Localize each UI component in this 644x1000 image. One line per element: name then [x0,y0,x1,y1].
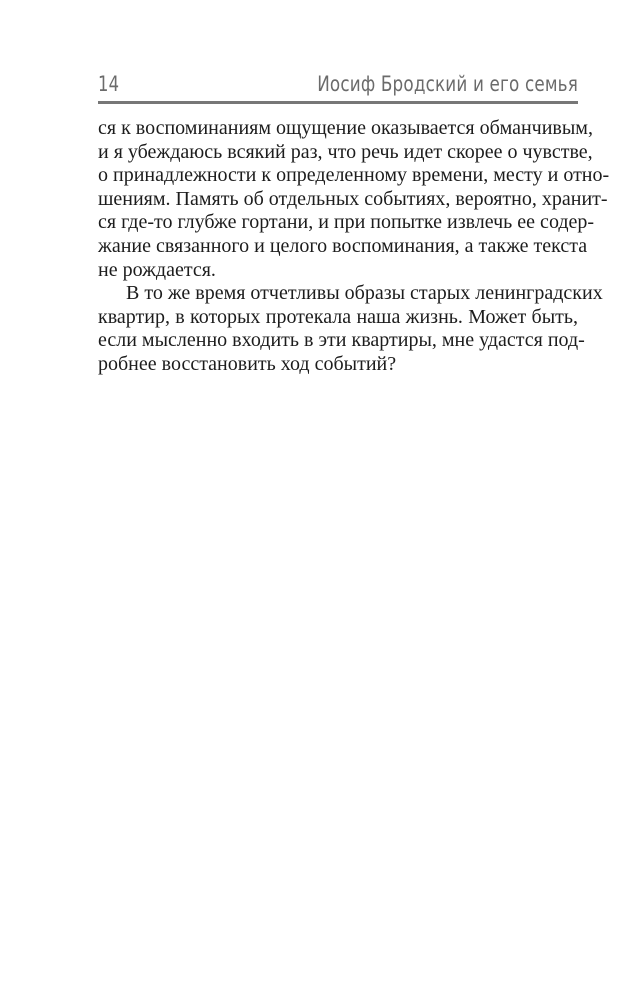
page-number: 14 [98,72,120,96]
text-line: робнее восстановить ход событий? [98,352,397,375]
running-head [98,66,578,96]
text-line: и я убеждаюсь всякий раз, что речь идет скорее о чувстве, [98,140,593,163]
paragraph-2 [98,282,603,376]
text-line: о принадлежности к определенному времени, месту и отно- [98,164,610,187]
text-line: шениям. Память об отдельных событиях, вероятно, хранит- [98,187,608,210]
paragraph-1 [98,117,610,282]
text-line: если мысленно входить в эти квартиры, мне удастся под- [98,329,585,352]
header-rule [98,101,578,104]
text-line: жание связанного и целого воспоминания, а также текста [98,234,588,257]
book-title: Иосиф Бродский и его семья [317,72,578,96]
body-text [98,117,610,377]
text-line: ся к воспоминаниям ощущение оказывается обманчивым, [98,117,593,139]
text-line: ся где-то глубже гортани, и при попытке извлечь ее содер- [98,211,595,234]
text-line: квартир, в которых протекала наша жизнь. Может быть, [98,305,578,328]
text-line: не рождается. [98,258,216,281]
text-line: В то же время отчетливы образы старых ленинградских [126,282,603,305]
